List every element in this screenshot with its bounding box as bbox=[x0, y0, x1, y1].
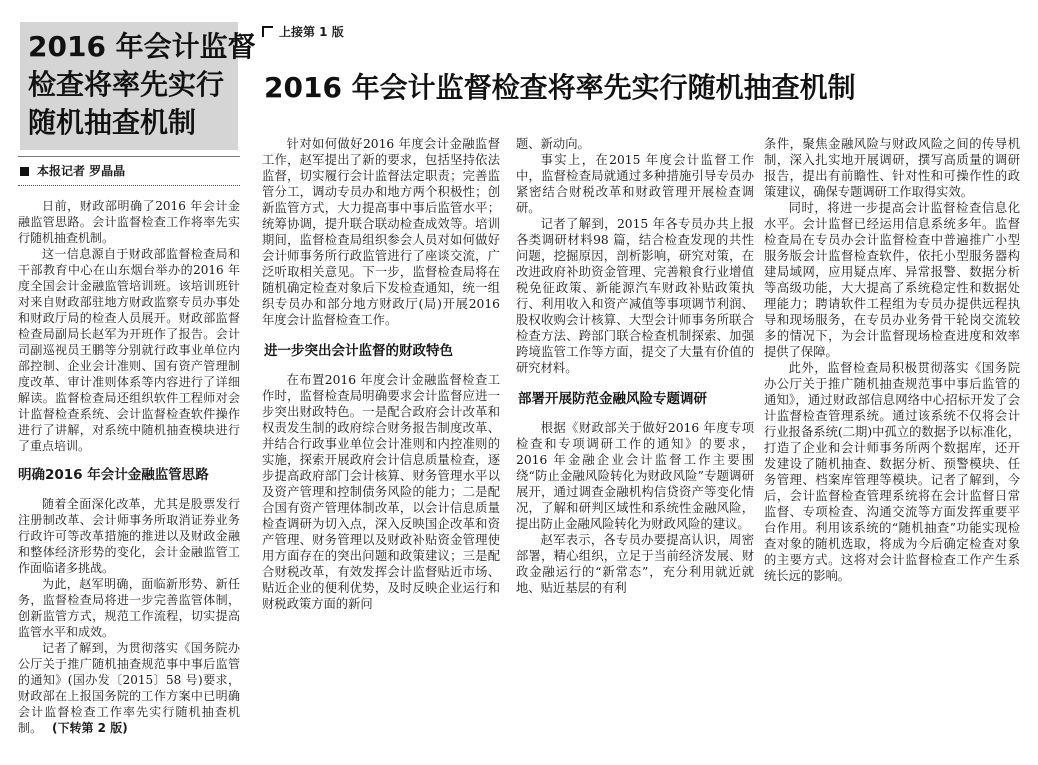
paragraph: 在布置2016 年度会计金融监督检查工作时，监督检查局明确要求会计监督应进一步突出财政特色。一是配合政府会计改革和权责发生制的政府综合财务报告制度改革、并结合行政事业单位会计准则和内控准则的实施，探索开展政府会计信息质量检查，逐步提高政府部门会计核算、财务管理水平以及资产管理和控制债务风险的能力；二是配合国有资产管理体制改革，以会计信息质量检查调研为切入点，深入反映国企改革和资产管理、财务管理以及财政补贴资金管理使用方面存在的突出问题和政策建议；三是配合财税改革，有效发挥会计监督贴近市场、贴近企业的便利优势，及时反映企业运行和财税政策方面的新问 bbox=[262, 373, 500, 611]
headline-box bbox=[20, 22, 256, 150]
front-page-column bbox=[18, 22, 256, 736]
continued-on-page-note: (下转第 2 版) bbox=[52, 721, 128, 735]
headline-line: 2016 年会计监督 bbox=[28, 30, 256, 63]
headline-line: 检查将率先实行 bbox=[28, 68, 225, 101]
continued-from-note bbox=[262, 24, 344, 40]
paragraph-text: 记者了解到，为贯彻落实《国务院办公厅关于推广随机抽查规范事中事后监管的通知》(国办发〔2015〕58 号)要求，财政部在上报国务院的工作方案中已明确会计监督检查工作率先实行随机抽查机制。 bbox=[18, 641, 240, 735]
paragraph bbox=[18, 640, 240, 736]
paragraph: 为此，赵军明确，面临新形势、新任务，监督检查局将进一步完善监管体制，创新监管方式，规范工作流程，切实提高监管水平和成效。 bbox=[18, 577, 240, 639]
paragraph: 日前，财政部明确了2016 年会计金融监管思路。会计监督检查工作将率先实行随机抽查机制。 bbox=[18, 199, 240, 245]
divider bbox=[18, 156, 240, 157]
byline bbox=[18, 163, 240, 186]
article-title: 2016 年会计监督检查将率先实行随机抽查机制 bbox=[264, 71, 856, 104]
headline-line: 随机抽查机制 bbox=[28, 106, 197, 139]
article-column-1 bbox=[262, 136, 500, 612]
paragraph-continuation: 条件，聚焦金融风险与财政风险之间的传导机制，深入扎实地开展调研，撰写高质量的调研报告，提出有前瞻性、针对性和可操作性的政策建议，确保专题调研工作取得实效。 bbox=[764, 137, 1020, 199]
section-heading: 进一步突出会计监督的财政特色 bbox=[264, 343, 453, 359]
paragraph: 针对如何做好2016 年度会计金融监督工作，赵军提出了新的要求，包括坚持依法监督，切实履行会计监督法定职责；完善监管分工，调动专员办和地方两个积极性；创新监管方式，大力提高事中事后监管水平；统筹协调，提升联合联动检查成效等。培训期间，监督检查局组织参会人员对如何做好会计师事务所行政监管进行了座谈交流，广泛听取相关意见。下一步，监督检查局将在随机确定检查对象后下发检查通知，统一组织专员办和部分地方财政厅(局)开展2016 年度会计监督检查工作。 bbox=[262, 137, 500, 327]
continued-from-text: 上接第 1 版 bbox=[279, 25, 344, 39]
paragraph: 事实上，在2015 年度会计监督工作中，监督检查局就通过多种措施引导专员办紧密结合财税改革和财政管理开展检查调研。 bbox=[516, 153, 754, 215]
paragraph: 赵军表示，各专员办要提高认识，周密部署，精心组织，立足于当前经济发展、财政金融运行的“新常态”，充分利用就近就地、贴近基层的有利 bbox=[516, 533, 754, 595]
corner-bracket-icon bbox=[262, 26, 273, 37]
section-heading: 明确2016 年会计金融监管思路 bbox=[18, 467, 209, 483]
square-bullet-icon bbox=[20, 167, 29, 176]
paragraph: 这一信息源自于财政部监督检查局和干部教育中心在山东烟台举办的2016 年度全国会计金融监管培训班。该培训班针对来自财政部驻地方财政监察专员办事处和财政厅局的检查人员展开。财政部监督检查局副局长赵军为开班作了报告。会计司副巡视员王鹏等分别就行政事业单位内部控制、企业会计准则、国有资产管理制度改革、审计准则体系等内容进行了详细解读。监督检查局还组织软件工程师对会计监督检查系统、会计监督检查软件操作进行了讲解，对系统中随机抽查模块进行了重点培训。 bbox=[18, 247, 240, 453]
paragraph: 根据《财政部关于做好2016 年度专项检查和专项调研工作的通知》的要求，2016 年金融企业会计监督工作主要围绕“防止金融风险转化为财政风险”专题调研展开，通过调查金融机构信贷资产等变化情况，了解和研判区域性和系统性金融风险，提出防止金融风险转化为财政风险的建议。 bbox=[516, 421, 754, 531]
paragraph: 随着全面深化改革，尤其是股票发行注册制改革、会计师事务所取消证券业务行政许可等改革措施的推进以及财政金融和整体经济形势的变化，会计金融监管工作面临诸多挑战。 bbox=[18, 497, 240, 575]
paragraph: 此外，监督检查局积极贯彻落实《国务院办公厅关于推广随机抽查规范事中事后监管的通知》，通过财政部信息网络中心招标开发了会计监督检查管理系统。通过该系统不仅将会计行业报备系统(二期)中孤立的数据予以标准化，打造了企业和会计师事务所两个数据库，还开发建设了随机抽查、数据分析、预警模块、任务管理、档案库管理等模块。记者了解到，今后，会计监督检查管理系统将在会计监督日常监督、专项检查、沟通交流等方面发挥重要平台作用。利用该系统的“随机抽查”功能实现检查对象的随机选取，将成为今后确定检查对象的主要方式。这将对会计监督检查工作产生系统长远的影响。 bbox=[764, 361, 1020, 583]
article-column-3 bbox=[764, 136, 1020, 584]
paragraph-continuation: 题、新动向。 bbox=[516, 137, 590, 151]
article-column-2 bbox=[516, 136, 754, 596]
section-heading: 部署开展防范金融风险专题调研 bbox=[518, 391, 707, 407]
article-body bbox=[18, 198, 240, 736]
byline-text: 本报记者 罗晶晶 bbox=[37, 164, 126, 178]
paragraph: 记者了解到，2015 年各专员办共上报各类调研材料98 篇，结合检查发现的共性问题，挖掘原因，剖析影响，研究对策，在改进政府补助资金管理、完善粮食行业增值税免征政策、新能源汽车财政补贴政策执行、利用收入和资产减值等事项调节利润、股权收购会计核算、大型会计师事务所联合检查方法、跨部门联合检查机制探索、加强跨境监管工作等方面，提交了大量有价值的研究材料。 bbox=[516, 217, 754, 375]
paragraph: 同时，将进一步提高会计监督检查信息化水平。会计监督已经运用信息系统多年。监督检查局在专员办会计监督检查中普遍推广小型服务版会计监督检查软件，依托小型服务器构建局域网，应用疑点库、异常报警、数据分析等高级功能，大大提高了系统稳定性和数据处理能力；聘请软件工程组为专员办提供远程执导和现场服务，在专员办业务骨干轮岗交流较多的情况下，为会计监督现场检查进度和效率提供了保障。 bbox=[764, 201, 1020, 359]
